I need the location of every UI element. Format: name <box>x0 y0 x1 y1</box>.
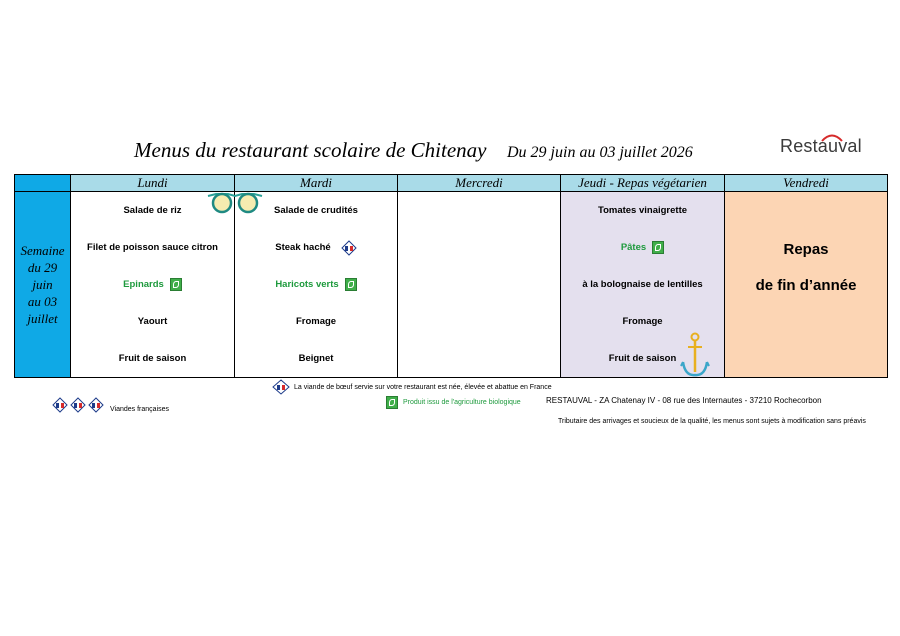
week-line: juin <box>32 277 53 292</box>
week-line: au 03 <box>27 294 58 309</box>
jeudi-column <box>561 192 725 378</box>
menu-item: Fromage <box>622 316 663 327</box>
menu-item-bio: Epinards <box>71 266 234 303</box>
bio-leaf-icon <box>170 278 182 291</box>
lundi-column <box>71 192 235 378</box>
viande-france-icon <box>272 379 290 395</box>
menu-item: Yaourt <box>137 316 168 327</box>
day-header-mardi: Mardi <box>235 175 398 192</box>
day-header-jeudi: Jeudi - Repas végétarien <box>561 175 725 192</box>
logo-text: Restauval <box>780 136 862 156</box>
fin-annee-title: Repas de fin d’année <box>755 241 857 294</box>
menu-item: Steak haché <box>235 229 397 266</box>
menu-item-bio: Haricots verts <box>235 266 397 303</box>
day-header-lundi: Lundi <box>71 175 235 192</box>
menu-item: Filet de poisson sauce citron <box>87 242 218 253</box>
menu-item: Salade de crudités <box>274 205 358 216</box>
week-line: juillet <box>27 311 58 326</box>
menu-item: Tomates vinaigrette <box>597 205 688 216</box>
viande-france-icon <box>341 240 357 256</box>
menu-item: à la bolognaise de lentilles <box>582 279 703 290</box>
menu-table <box>14 174 888 378</box>
legend-boeuf: La viande de bœuf servie sur votre restaurant est née, élevée et abattue en France <box>272 379 552 395</box>
day-header-mercredi: Mercredi <box>398 175 561 192</box>
restauval-address: RESTAUVAL - ZA Chatenay IV - 08 rue des Internautes - 37210 Rochecorbon <box>546 396 822 405</box>
mardi-column <box>235 192 398 378</box>
bio-leaf-icon <box>386 396 398 409</box>
week-line: Semaine <box>20 243 65 258</box>
corner-cell <box>15 175 71 192</box>
menu-item: Fromage <box>295 316 337 327</box>
day-header-vendredi: Vendredi <box>725 175 888 192</box>
tributaire-note: Tributaire des arrivages et soucieux de la qualité, les menus sont sujets à modification sans préavis <box>558 418 866 425</box>
menu-item-bio: Pâtes <box>561 229 724 266</box>
week-label <box>15 192 71 378</box>
vendredi-column <box>725 192 888 378</box>
legend-bio: Produit issu de l'agriculture biologique <box>386 396 521 409</box>
legend-viandes: Viandes françaises <box>52 397 169 413</box>
week-line: du 29 <box>27 260 58 275</box>
page-title: Menus du restaurant scolaire de Chitenay <box>134 138 487 162</box>
menu-item: Salade de riz <box>71 192 234 229</box>
date-range: Du 29 juin au 03 juillet 2026 <box>507 144 693 161</box>
viandes-francaises-icons <box>52 397 104 413</box>
menu-item: Fruit de saison <box>118 353 187 364</box>
bio-leaf-icon <box>345 278 357 291</box>
menu-item: Beignet <box>298 353 334 364</box>
restauval-logo <box>780 134 860 170</box>
bio-leaf-icon <box>652 241 664 254</box>
anchor-icon <box>680 332 710 380</box>
mercredi-column <box>398 192 561 378</box>
menu-item: Fruit de saison <box>561 340 724 377</box>
